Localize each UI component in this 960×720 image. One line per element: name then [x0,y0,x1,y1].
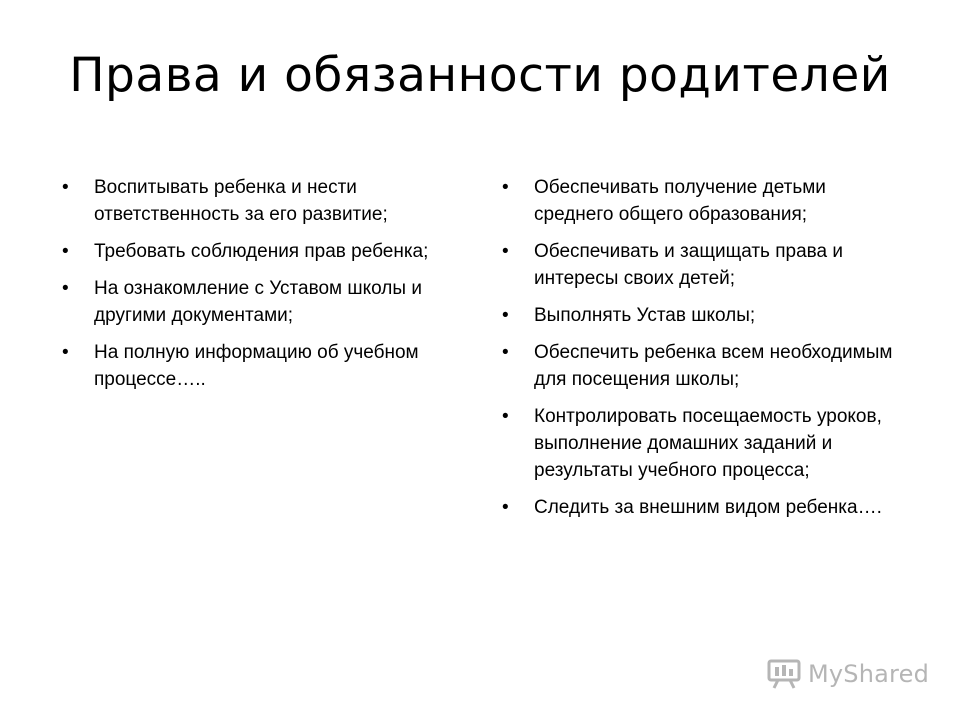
list-item [62,275,462,329]
bullet-marker: • [502,406,509,427]
list-item-text: На ознакомление с Уставом школы и другими документами; [94,278,422,326]
presentation-board-icon [766,658,802,690]
list-item [502,403,902,484]
bullet-marker: • [62,342,69,363]
bullet-marker: • [502,497,509,518]
list-item-text: Обеспечивать и защищать права и интересы своих детей; [534,241,844,289]
rights-list [62,174,462,403]
bullet-marker: • [62,177,69,198]
list-item-text: Воспитывать ребенка и нести ответственность за его развитие; [94,177,388,225]
list-item-text: Обеспечить ребенка всем необходимым для посещения школы; [534,342,893,390]
bullet-marker: • [502,177,509,198]
bullet-marker: • [62,241,69,262]
list-item [502,238,902,292]
list-item-text: Выполнять Устав школы; [534,305,756,326]
list-item-text: На полную информацию об учебном процессе….. [94,342,419,390]
list-item [502,302,902,329]
list-item [62,174,462,228]
duties-list [502,174,902,531]
slide-title: Права и обязанности родителей [69,48,891,103]
list-item [502,494,902,521]
list-item [502,174,902,228]
mysharedwatermark[interactable] [766,656,929,692]
list-item-text: Контролировать посещаемость уроков, выполнение домашних заданий и результаты учебного процесса; [534,406,882,481]
list-item-text: Следить за внешним видом ребенка…. [534,497,882,518]
bullet-marker: • [502,241,509,262]
bullet-marker: • [62,278,69,299]
watermark-label: MyShared [808,660,930,688]
list-item-text: Обеспечивать получение детьми среднего общего образования; [534,177,826,225]
list-item [62,238,462,265]
list-item-text: Требовать соблюдения прав ребенка; [94,241,429,262]
list-item [62,339,462,393]
bullet-marker: • [502,342,509,363]
bullet-marker: • [502,305,509,326]
list-item [502,339,902,393]
